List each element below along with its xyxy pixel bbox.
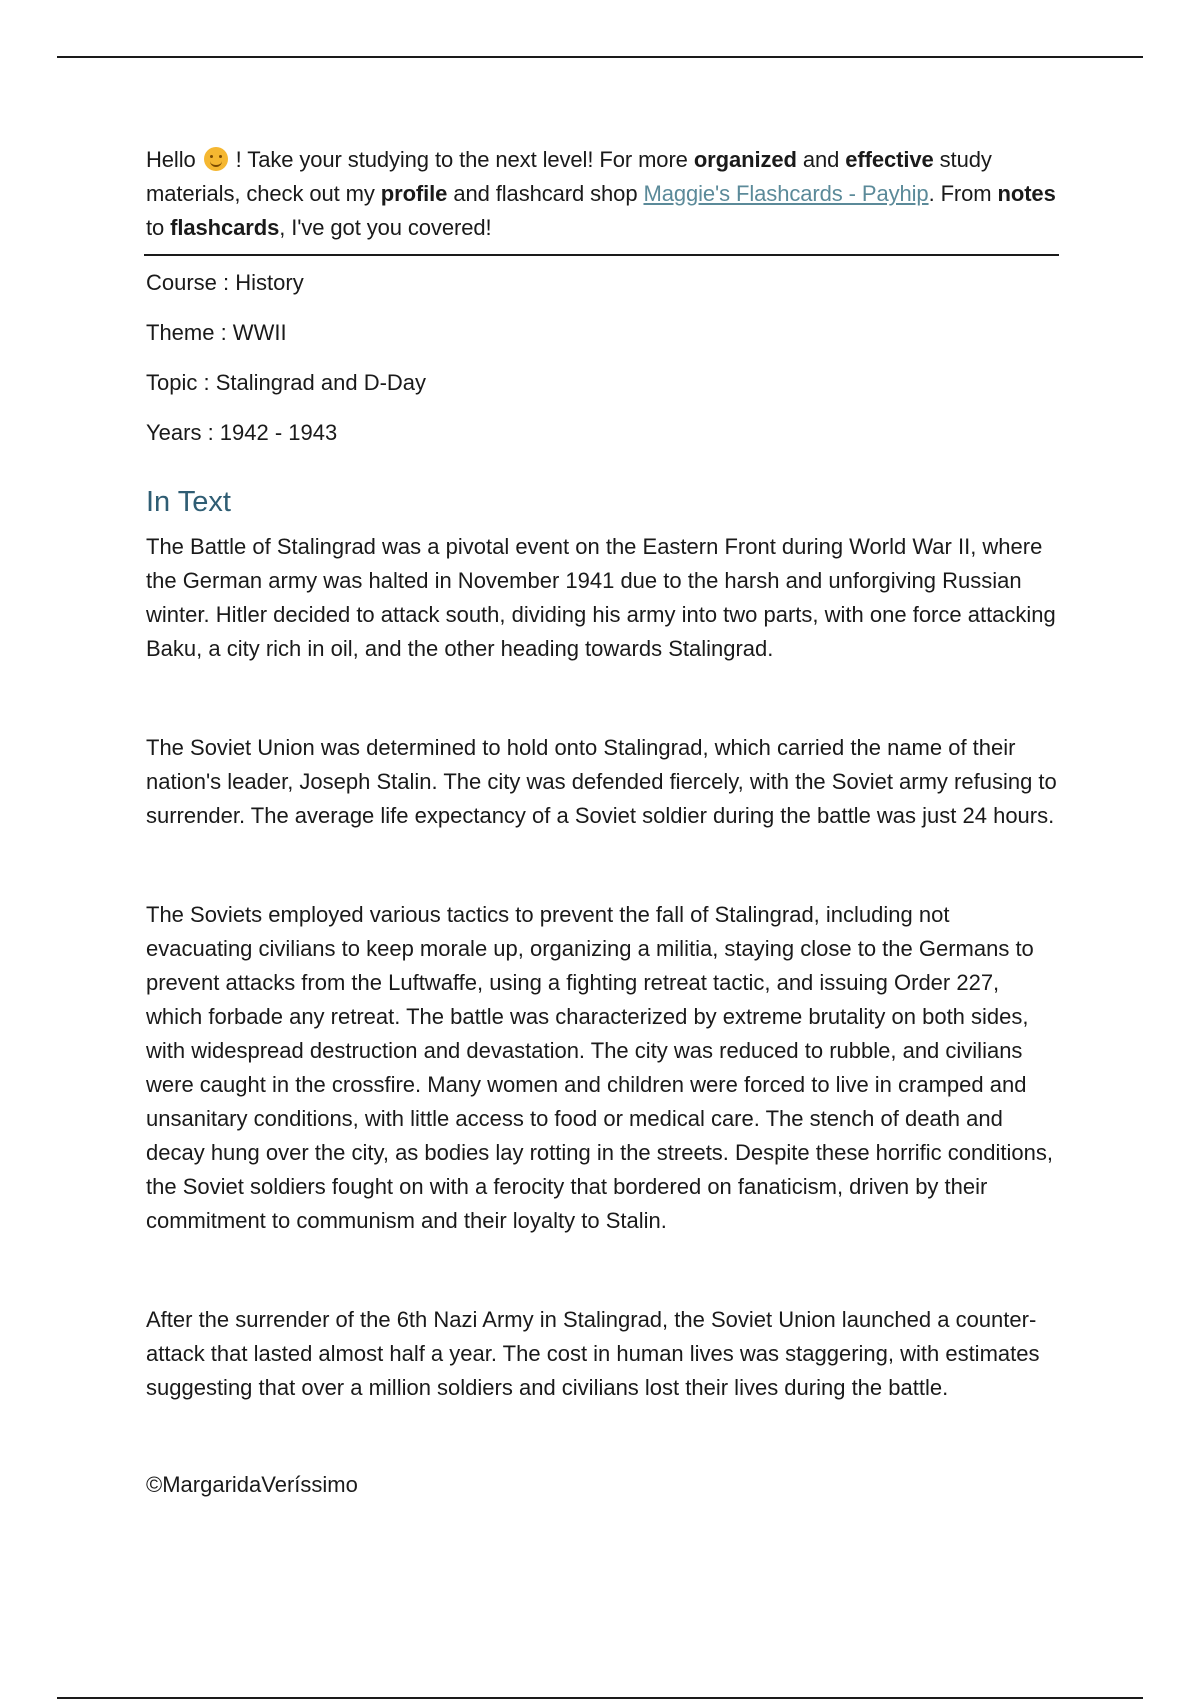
intro-text: . From — [928, 181, 992, 206]
intro-text: and — [802, 147, 840, 172]
intro-bold-effective: effective — [845, 147, 934, 172]
document-body — [146, 143, 1058, 1500]
page-top-rule — [57, 56, 1143, 58]
intro-text: to — [146, 215, 165, 240]
body-paragraph-3: The Soviets employed various tactics to prevent the fall of Stalingrad, including not evacuating civilians to keep morale up, organizing a militia, staying close to the Germans to prevent attacks from the Luftwaffe, using a fighting retreat tactic, and issuing Order 227, which forbade any retreat. The battle was characterized by extreme brutality on both sides, with widespread destruction and devastation. The city was reduced to rubble, and civilians were caught in the crossfire. Many women and children were forced to live in cramped and unsanitary conditions, with little access to food or medical care. The stench of death and decay hung over the city, as bodies lay rotting in the streets. Despite these horrific conditions, the Soviet soldiers fought on with a ferocity that bordered on fanaticism, driven by their commitment to communism and their loyalty to Stalin. — [146, 902, 1053, 1233]
years-line: Years : 1942 - 1943 — [146, 420, 338, 445]
payhip-shop-link[interactable]: Maggie's Flashcards - Payhip — [643, 181, 929, 206]
intro-text: and flashcard shop — [453, 181, 638, 206]
course-line: Course : History — [146, 270, 304, 295]
intro-text: ! Take your studying to the next level! For more — [235, 147, 688, 172]
body-paragraph-2: The Soviet Union was determined to hold onto Stalingrad, which carried the name of their nation's leader, Joseph Stalin. The city was defended fiercely, with the Soviet army refusing to surrender. The average life expectancy of a Soviet soldier during the battle was just 24 hours. — [146, 735, 1057, 828]
page-bottom-rule — [57, 1697, 1143, 1699]
intro-bold-flashcards: flashcards — [170, 215, 280, 240]
smiling-face-icon — [204, 147, 228, 171]
intro-hello: Hello — [146, 147, 196, 172]
body-paragraph-1: The Battle of Stalingrad was a pivotal event on the Eastern Front during World War II, where the German army was halted in November 1941 due to the harsh and unforgiving Russian winter. Hitler decided to attack south, dividing his army into two parts, with one force attacking Baku, a city rich in oil, and the other heading towards Stalingrad. — [146, 534, 1056, 661]
intro-bold-notes: notes — [997, 181, 1056, 206]
theme-line: Theme : WWII — [146, 320, 287, 345]
copyright-notice: ©MargaridaVeríssimo — [146, 1472, 358, 1497]
intro-bold-profile: profile — [380, 181, 448, 206]
topic-line: Topic : Stalingrad and D-Day — [146, 370, 427, 395]
intro-text: study materials, check out my — [146, 147, 992, 206]
intro-paragraph — [146, 143, 1058, 245]
intro-text: , I've got you covered! — [279, 215, 492, 240]
intro-divider — [144, 254, 1059, 256]
intro-bold-organized: organized — [693, 147, 797, 172]
body-paragraph-4: After the surrender of the 6th Nazi Army in Stalingrad, the Soviet Union launched a counter-attack that lasted almost half a year. The cost in human lives was staggering, with estimates suggesting that over a million soldiers and civilians lost their lives during the battle. — [146, 1307, 1040, 1400]
section-heading: In Text — [146, 486, 231, 518]
